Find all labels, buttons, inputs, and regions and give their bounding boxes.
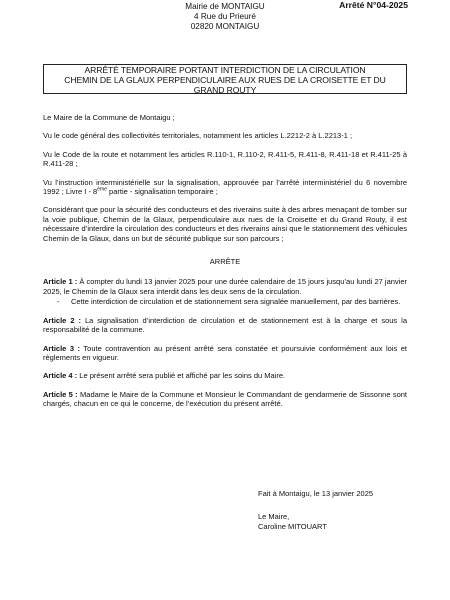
mairie-name: Mairie de MONTAIGU: [185, 2, 265, 11]
title-box: [43, 64, 407, 94]
article-4-label: Article 4 :: [43, 371, 78, 381]
mairie-header: [175, 2, 275, 32]
place-date: Fait à Montaigu, le 13 janvier 2025: [258, 489, 374, 498]
signatory-role: Le Maire,: [258, 512, 290, 522]
article-2-label: Article 2 :: [43, 315, 81, 325]
title-line-3: GRAND ROUTY: [193, 85, 257, 95]
article-1-label: Article 1 :: [43, 277, 78, 287]
document-body: [43, 113, 407, 418]
bullet-dash: -: [57, 297, 60, 307]
arrete-reference: Arrêté N°04-2025: [339, 0, 408, 10]
preamble-considerant: Considérant que pour la sécurité des conducteurs et des riverains suite à des arbres menaçant de tomber sur la voie publique, Chemin de la Glaux, perpendiculaire aux rues de la Croisette et du Grand Routy, il est nécessaire d’interdire la circulation des conducteurs et des riverains ainsi que le stationnement des véhicules Chemin de la Glaux, dans un but de sécurité publique sur son parcours ;: [43, 205, 407, 243]
article-3: Article 3 : Toute contravention au présent arrêté sera constatée et poursuivie conformément aux lois et règlements en vigueur.: [43, 343, 407, 362]
mairie-street: 4 Rue du Prieuré: [194, 12, 256, 21]
preamble-cgct: Vu le code général des collectivités territoriales, notamment les articles L.2212-2 à L.2213-1 ;: [43, 131, 353, 141]
article-1-bullet: - Cette interdiction de circulation et de stationnement sera signalée manuellement, par des barrières.: [57, 297, 401, 307]
preamble-instruction: Vu l’instruction interministérielle sur la signalisation, approuvée par l’arrêté interministériel du 6 novembre 1992 ; Livre I - 8ème partie - signalisation temporaire ;: [43, 177, 407, 197]
preamble-code-route: Vu le Code de la route et notamment les articles R.110-1, R.110-2, R.411-5, R.411-8, R.411-18 et R.411-25 à R.411-28 ;: [43, 149, 407, 169]
arrete-heading: ARRÊTE: [209, 257, 241, 267]
article-2: Article 2 : La signalisation d’interdiction de circulation et de stationnement est à la charge et sous la responsabilité de la commune.: [43, 315, 407, 335]
preamble-mayor: Le Maire de la Commune de Montaigu ;: [43, 113, 175, 122]
article-3-label: Article 3 :: [43, 343, 81, 353]
signatory-name: Caroline MITOUART: [258, 521, 327, 531]
article-5-label: Article 5 :: [43, 389, 78, 399]
mairie-postcode-city: 02820 MONTAIGU: [190, 22, 260, 31]
article-4: Article 4 : Le présent arrêté sera publié et affiché par les soins du Maire.: [43, 371, 286, 381]
title-line-1: ARRÊTÉ TEMPORAIRE PORTANT INTERDICTION DE LA CIRCULATION: [84, 65, 366, 75]
title-line-2: CHEMIN DE LA GLAUX PERPENDICULAIRE AUX RUES DE LA CROISETTE ET DU: [64, 75, 386, 85]
article-1: Article 1 : À compter du lundi 13 janvier 2025 pour une durée calendaire de 15 jours jusqu’au lundi 27 janvier 2025, le Chemin de la Glaux sera interdit dans les deux sens de la circulation.: [43, 277, 407, 296]
article-5: Article 5 : Madame le Maire de la Commune et Monsieur le Commandant de gendarmerie de Sissonne sont chargés, chacun en ce qui le concerne, de l’exécution du présent arrêté.: [43, 389, 407, 409]
signature-block: [258, 489, 418, 531]
